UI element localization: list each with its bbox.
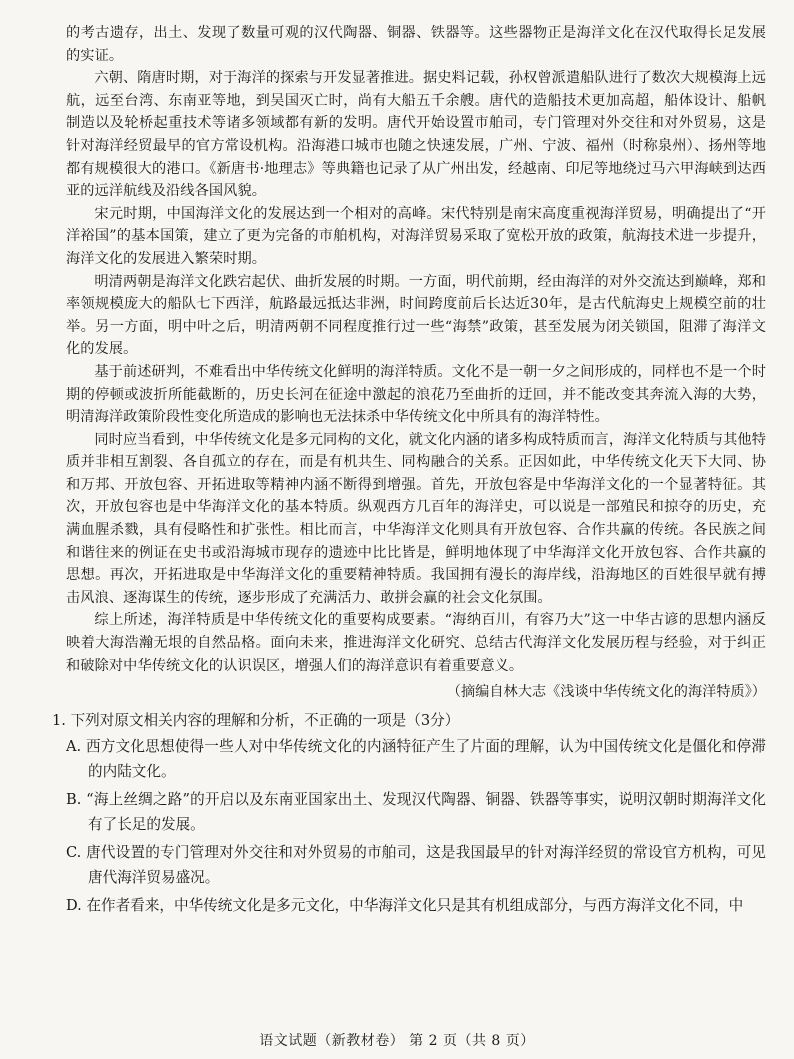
option-a[interactable]: A. 西方文化思想使得一些人对中华传统文化的内涵特征产生了片面的理解，认为中国传统文化是僵化和停滞的内陆文化。: [66, 738, 766, 780]
exam-page: [52, 22, 766, 923]
option-d[interactable]: D. 在作者看来，中华传统文化是多元文化，中华海洋文化只是其有机组成部分，与西方海洋文化不同，中: [66, 897, 744, 915]
passage-source: （摘编自林大志《浅谈中华传统文化的海洋特质》）: [446, 684, 766, 701]
option-c[interactable]: C. 唐代设置的专门管理对外交往和对外贸易的市舶司，这是我国最早的针对海洋经贸的常设官方机构，可见唐代海洋贸易盛况。: [66, 844, 766, 886]
question-stem: 1. 下列对原文相关内容的理解和分析，不正确的一项是（3分）: [52, 712, 460, 730]
passage-paragraph-7: 综上所述，海洋特质是中华传统文化的重要构成要素。“海纳百川，有容乃大”这一中华古谚的思想内涵反映着大海浩瀚无垠的自然品格。面向未来，推进海洋文化研究、总结古代海洋文化发展历程与经验，对于纠正和破除对中华传统文化的认识误区，增强人们的海洋意识有着重要意义。: [66, 612, 766, 674]
passage-paragraph-6: 同时应当看到，中华传统文化是多元同构的文化，就文化内涵的诸多构成特质而言，海洋文化特质与其他特质并非相互割裂、各自孤立的存在，而是有机共生、同构融合的关系。正因如此，中华传统文化天下大同、协和万邦、开放包容、开拓进取等精神内涵不断得到增强。首先，开放包容是中华海洋文化的一个显著特征。其次，开放包容也是中华海洋文化的基本特质。纵观西方几百年的海洋史，可以说是一部殖民和掠夺的历史，充满血腥杀戮，具有侵略性和扩张性。相比而言，中华海洋文化则具有开放包容、合作共赢的传统。各民族之间和谐往来的例证在史书或沿海城市现存的遗迹中比比皆是，鲜明地体现了中华海洋文化开放包容、合作共赢的思想。再次，开拓进取是中华海洋文化的重要精神特质。我国拥有漫长的海岸线，沿海地区的百姓很早就有搏击风浪、逐海谋生的传统，逐步形成了充满活力、敢拼会赢的社会文化氛围。: [66, 431, 766, 606]
passage-paragraph-5: 基于前述研判，不难看出中华传统文化鲜明的海洋特质。文化不是一朝一夕之间形成的，同样也不是一个时期的停顿或波折所能截断的，历史长河在征途中激起的浪花乃至曲折的迂回，并不能改变其奔流入海的大势，明清海洋政策阶段性变化所造成的影响也无法抹杀中华传统文化中所具有的海洋特性。: [66, 363, 766, 426]
question-1: [52, 709, 766, 919]
passage-paragraph-2: 六朝、隋唐时期，对于海洋的探索与开发显著推进。据史料记载，孙权曾派遣船队进行了数次大规模海上远航，远至台湾、东南亚等地，到吴国灭亡时，尚有大船五千余艘。唐代的造船技术更加高超，船体设计、船帆制造以及轮桥起重技术等诸多领域都有新的发明。唐代开始设置市舶司，专门管理对外交往和对外贸易，这是针对海洋经贸最早的官方常设机构。沿海港口城市也随之快速发展，广州、宁波、福州（时称泉州）、扬州等地都有规模很大的港口。《新唐书·地理志》等典籍也记录了从广州出发，经越南、印尼等地绕过马六甲海峡到达西亚的远洋航线及沿线各国风貌。: [66, 70, 766, 200]
passage-paragraph-4: 明清两朝是海洋文化跌宕起伏、曲折发展的时期。一方面，明代前期，经由海洋的对外交流达到巅峰，郑和率领规模庞大的船队七下西洋，航路最远抵达非洲，时间跨度前后长达近30年，是古代航海史上规模空前的壮举。另一方面，明中叶之后，明清两朝不同程度推行过一些“海禁”政策，甚至发展为闭关锁国，阻滞了海洋文化的发展。: [66, 273, 766, 358]
option-b[interactable]: B. “海上丝绸之路”的开启以及东南亚国家出土、发现汉代陶器、铜器、铁器等事实，说明汉朝时期海洋文化有了长足的发展。: [66, 791, 766, 833]
passage-paragraph-1: 的考古遗存，出土、发现了数量可观的汉代陶器、铜器、铁器等。这些器物正是海洋文化在汉代取得长足发展的实证。: [66, 25, 766, 64]
page-footer: 语文试题（新教材卷） 第 2 页（共 8 页）: [259, 1033, 535, 1049]
passage-paragraph-3: 宋元时期，中国海洋文化的发展达到一个相对的高峰。宋代特别是南宋高度重视海洋贸易，明确提出了“开洋裕国”的基本国策，建立了更为完备的市舶机构，对海洋贸易采取了宽松开放的政策，航海技术进一步提升，海洋文化的发展进入繁荣时期。: [66, 205, 766, 267]
